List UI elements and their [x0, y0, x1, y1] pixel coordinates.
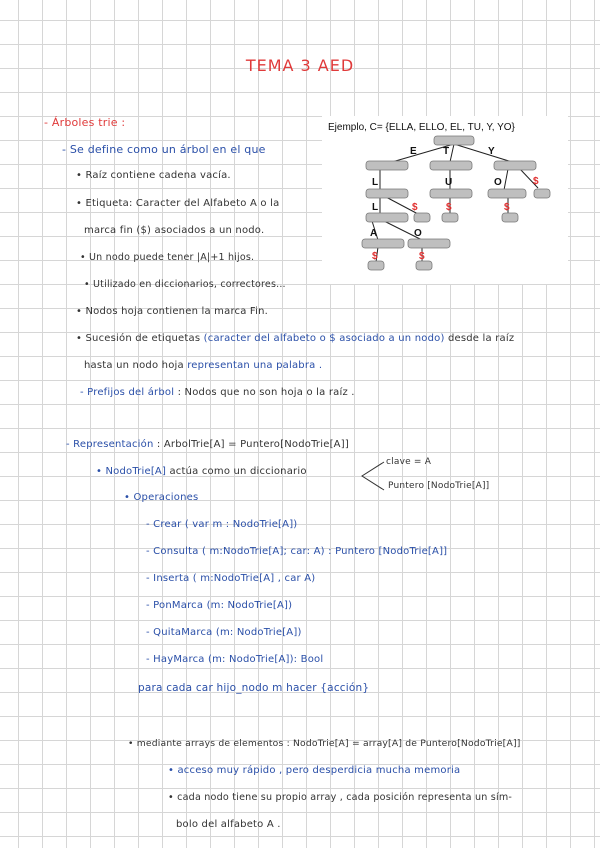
loop-line: para cada car hijo_nodo m hacer {acción}: [138, 682, 370, 694]
end-mark: $: [533, 176, 539, 187]
end-mark: $: [372, 251, 378, 262]
edge-label-L: L: [372, 177, 379, 188]
edge-label-A: A: [370, 228, 378, 239]
trie-diagram: [322, 116, 568, 284]
trie-nodes: [362, 136, 550, 270]
bullet-leaves: • Nodos hoja contienen la marca Fin.: [76, 306, 269, 317]
op-haymarca: - HayMarca (m: NodoTrie[A]): Bool: [146, 654, 324, 665]
bullet-label-1: • Etiqueta: Caracter del Alfabeto A o la: [76, 198, 280, 209]
arrays-desc-1: • cada nodo tiene su propio array , cada posición representa un sím-: [168, 792, 513, 803]
trie-node: [442, 213, 458, 222]
sequence-tail: desde la raíz: [447, 333, 515, 344]
bullet-prefixes: [80, 387, 355, 398]
trie-node: [430, 161, 472, 170]
trie-example-figure: [322, 116, 568, 284]
example-caption: Ejemplo, C= {ELLA, ELLO, EL, TU, Y, YO}: [328, 122, 515, 133]
nodotrie-text: actúa como un diccionario: [169, 466, 307, 477]
arrays-desc-2: bolo del alfabeto A .: [176, 819, 281, 830]
op-inserta: - Inserta ( m:NodoTrie[A] , car A): [146, 573, 316, 584]
prefixes-label: - Prefijos del árbol: [80, 387, 175, 398]
op-ponmarca: - PonMarca (m: NodoTrie[A]): [146, 600, 293, 611]
edge-label-O2: O: [414, 228, 422, 239]
trie-node: [488, 189, 526, 198]
op-quitamarca: - QuitaMarca (m: NodoTrie[A]): [146, 627, 302, 638]
edge-label-O: O: [494, 177, 502, 188]
edge-label-U: U: [445, 177, 453, 188]
sequence-note: (caracter del alfabeto o $ asociado a un nodo): [203, 333, 445, 344]
edge-label-T: T: [443, 146, 450, 157]
op-crear: - Crear ( var m : NodoTrie[A]): [146, 519, 298, 530]
trie-node-root: [434, 136, 474, 145]
end-mark: $: [419, 251, 425, 262]
trie-node: [362, 239, 404, 248]
trie-node: [416, 261, 432, 270]
op-consulta: - Consulta ( m:NodoTrie[A]; car: A) : Puntero [NodoTrie[A]]: [146, 546, 448, 557]
arrays-line: • mediante arrays de elementos : NodoTrie[A] = array[A] de Puntero[NodoTrie[A]]: [128, 738, 521, 749]
trie-node: [430, 189, 472, 198]
end-mark: $: [446, 202, 452, 213]
trie-node: [366, 161, 408, 170]
edge-label-Y: Y: [488, 146, 495, 157]
brace-icon: [350, 456, 390, 496]
arrays-pro-con: • acceso muy rápido , pero desperdicia mucha memoria: [168, 765, 461, 776]
operations-label: • Operaciones: [124, 492, 199, 503]
bullet-sequence-line-2: [84, 360, 322, 371]
sequence-text: • Sucesión de etiquetas: [76, 333, 201, 344]
representation-label: - Representación: [66, 439, 154, 450]
bullet-label-2: marca fin ($) asociados a un nodo.: [84, 225, 265, 236]
bullet-root: • Raíz contiene cadena vacía.: [76, 170, 231, 181]
sequence-note-2: representan una palabra .: [187, 360, 323, 371]
end-mark: $: [504, 202, 510, 213]
edge-label-E: E: [410, 146, 417, 157]
trie-node: [502, 213, 518, 222]
nodotrie-line: [96, 466, 307, 477]
representation-line: [66, 439, 349, 450]
prefixes-text: : Nodos que no son hoja o la raíz .: [177, 387, 355, 398]
edge-label-L2: L: [372, 202, 379, 213]
bullet-usage: • Utilizado en diccionarios, correctores...: [84, 279, 286, 290]
section-heading: - Árboles trie :: [44, 116, 126, 129]
sequence-text-2: hasta un nodo hoja: [84, 360, 184, 371]
end-mark: $: [412, 202, 418, 213]
brace-pointer: Puntero [NodoTrie[A]]: [388, 481, 490, 491]
trie-node: [368, 261, 384, 270]
bullet-children: • Un nodo puede tener |A|+1 hijos.: [80, 252, 255, 263]
trie-node: [366, 213, 408, 222]
brace-key: clave = A: [386, 457, 432, 467]
page-title: TEMA 3 AED: [245, 56, 355, 75]
bullet-sequence-line-1: [76, 333, 514, 344]
definition-line: - Se define como un árbol en el que: [62, 143, 266, 156]
trie-node: [534, 189, 550, 198]
representation-formula: : ArbolTrie[A] = Puntero[NodoTrie[A]]: [156, 439, 349, 450]
trie-node: [408, 239, 450, 248]
trie-node: [494, 161, 536, 170]
trie-node: [414, 213, 430, 222]
nodotrie-label: • NodoTrie[A]: [96, 466, 167, 477]
trie-node: [366, 189, 408, 198]
